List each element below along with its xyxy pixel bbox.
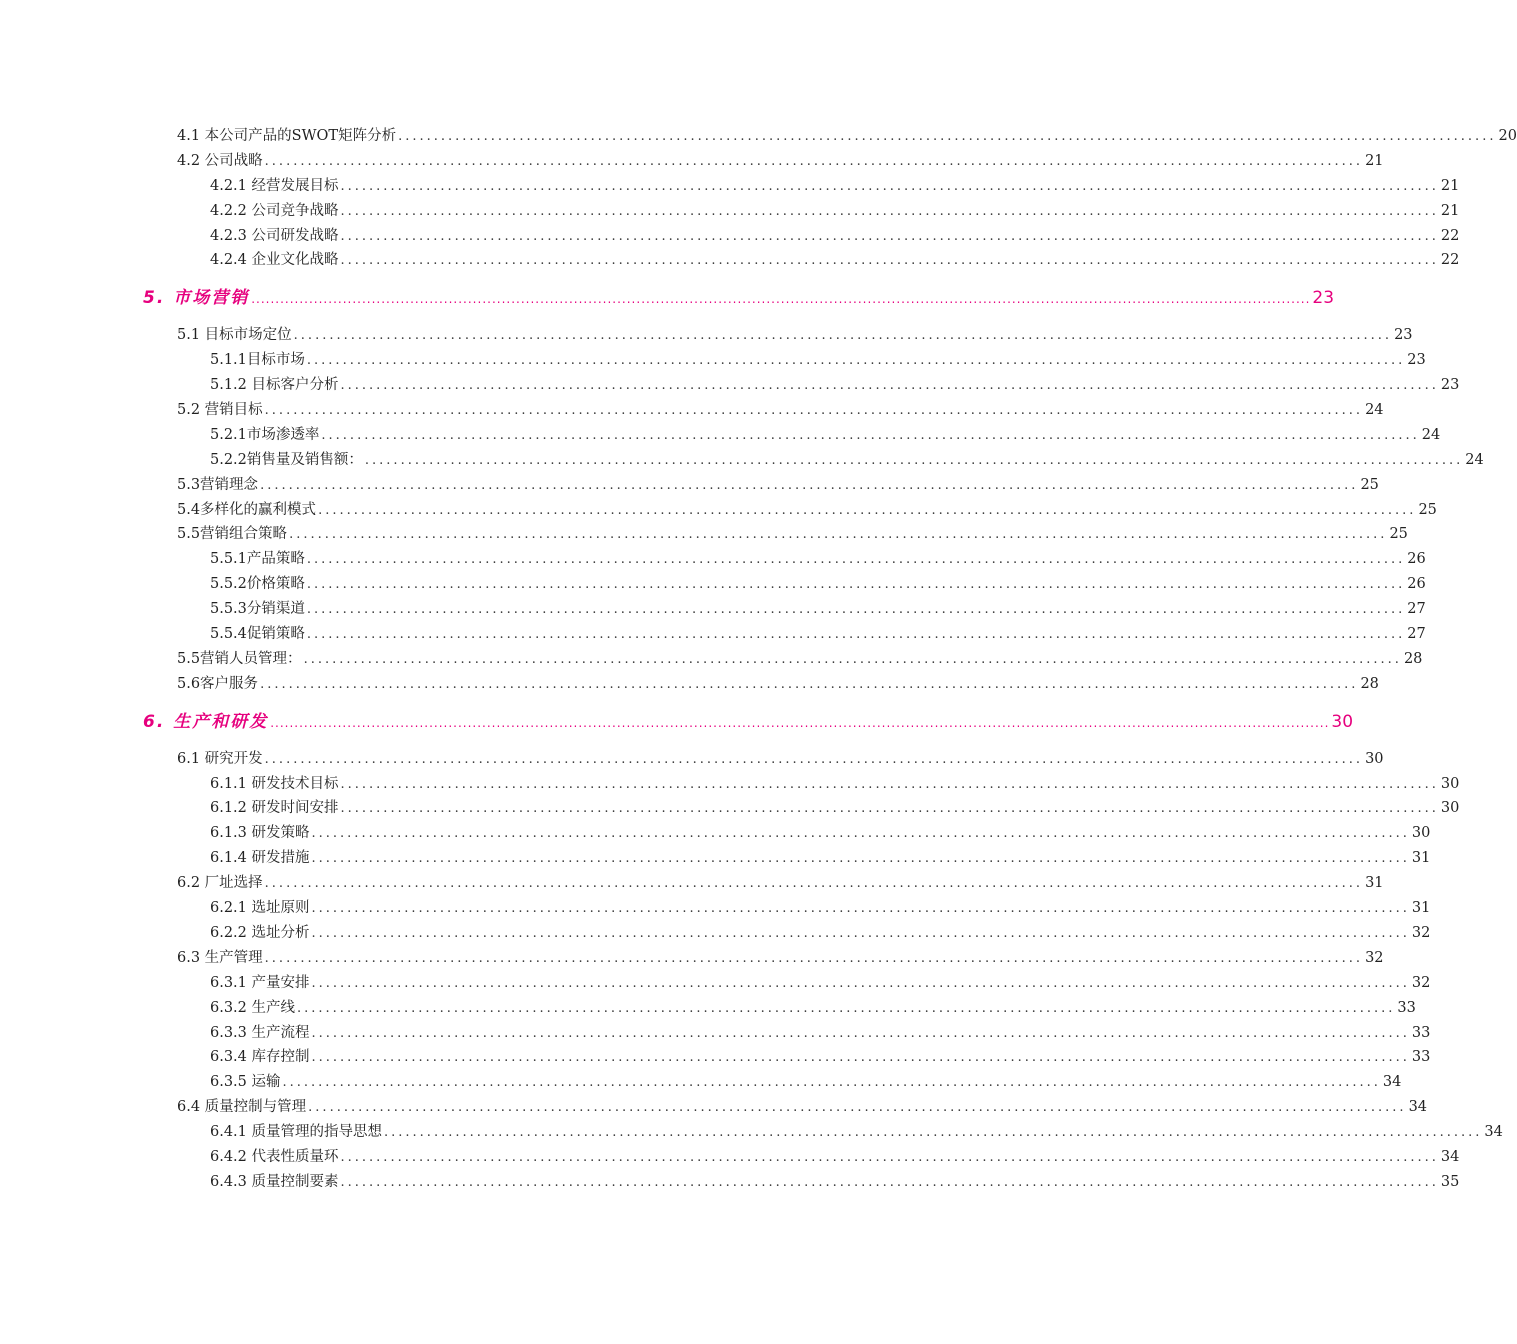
dot-leader: .......................................................................................................................................................... bbox=[340, 228, 1439, 244]
toc-page-number: 35 bbox=[1440, 1173, 1460, 1190]
chapter-title: 6. 生产和研发 bbox=[143, 711, 269, 732]
toc-page-number: 22 bbox=[1440, 252, 1460, 269]
dot-leader: .......................................................................................................................................................... bbox=[303, 651, 1402, 667]
toc-entry-label: 5.1 目标市场定位 bbox=[177, 327, 292, 344]
dot-leader: .......................................................................................................................................................... bbox=[398, 129, 1497, 144]
toc-entry-label: 6.4.1 质量管理的指导思想 bbox=[210, 1124, 383, 1141]
dot-leader: .......................................................................................................................................................... bbox=[306, 602, 1406, 618]
toc-entry-label: 4.2.2 公司竞争战略 bbox=[210, 202, 339, 219]
toc-entry-6-4[interactable] bbox=[177, 1095, 1428, 1120]
toc-entry-label: 6.3.4 库存控制 bbox=[210, 1049, 310, 1066]
toc-page-number: 30 bbox=[1411, 825, 1431, 842]
toc-page-number: 23 bbox=[1407, 352, 1426, 369]
toc-entry-5-1-1[interactable] bbox=[210, 348, 1426, 373]
dot-leader: .......................................................................................................................................................... bbox=[340, 776, 1439, 792]
toc-entry-6-3-4[interactable] bbox=[210, 1045, 1431, 1070]
toc-entry-label: 5.5营销组合策略 bbox=[177, 526, 288, 543]
dot-leader: .......................................................................................................................................................... bbox=[340, 203, 1439, 219]
toc-entry-label: 6.3 生产管理 bbox=[177, 949, 263, 966]
dot-leader: .......................................................................................................................................................... bbox=[311, 1025, 1410, 1041]
dot-leader: .......................................................................................................................................................... bbox=[311, 925, 1410, 941]
toc-page-number: 26 bbox=[1407, 551, 1426, 568]
dot-leader: .......................................................................................................................................................... bbox=[297, 1000, 1396, 1016]
dot-leader: .......................................................................................................................................................... bbox=[306, 353, 1406, 369]
toc-entry-6-1-4[interactable] bbox=[210, 846, 1431, 871]
toc-page-number: 23 bbox=[1312, 288, 1335, 309]
toc-page-number: 32 bbox=[1411, 974, 1431, 991]
toc-entry-label: 5.5.1产品策略 bbox=[210, 551, 305, 568]
toc-page-number: 22 bbox=[1440, 227, 1460, 244]
dot-leader: .......................................................................................................................................................... bbox=[264, 950, 1364, 966]
dot-leader: .......................................................................................................................................................... bbox=[260, 477, 1359, 493]
dot-leader: .......................................................................................................................................................... bbox=[340, 253, 1439, 269]
toc-entry-6-1-2[interactable] bbox=[210, 796, 1460, 821]
toc-page-number: 31 bbox=[1365, 875, 1384, 892]
toc-entry-6-4-2[interactable] bbox=[210, 1145, 1460, 1170]
toc-entry-label: 6.4.3 质量控制要素 bbox=[210, 1173, 339, 1190]
dot-leader: .......................................................................................................................................................... bbox=[340, 1149, 1439, 1165]
dot-leader: .......................................................................................................................................................... bbox=[306, 577, 1406, 593]
toc-entry-label: 6.3.1 产量安排 bbox=[210, 974, 310, 991]
toc-page-number: 28 bbox=[1360, 675, 1379, 692]
toc-entry-4-2[interactable] bbox=[177, 149, 1384, 174]
toc-entry-label: 5.2.1市场渗透率 bbox=[210, 426, 320, 443]
toc-entry-6-2-1[interactable] bbox=[210, 896, 1431, 921]
toc-entry-label: 6.1.1 研发技术目标 bbox=[210, 775, 339, 792]
toc-entry-label: 5.1.1目标市场 bbox=[210, 352, 305, 369]
toc-chapter-5[interactable] bbox=[143, 273, 1335, 323]
toc-entry-6-2-2[interactable] bbox=[210, 921, 1431, 946]
dot-leader: .......................................................................................................................................................... bbox=[306, 627, 1406, 643]
toc-entry-5-5-2[interactable] bbox=[210, 572, 1426, 597]
dot-leader: .......................................................................................................................................................... bbox=[311, 1050, 1410, 1066]
dot-leader: .......................................................................................................................................................... bbox=[340, 378, 1439, 394]
toc-entry-label: 6.2.2 选址分析 bbox=[210, 924, 310, 941]
toc-entry-label: 6.1.4 研发措施 bbox=[210, 850, 310, 867]
dot-leader: .......................................................................................................................................................... bbox=[311, 851, 1410, 867]
toc-entry-5-5-3[interactable] bbox=[210, 597, 1426, 622]
toc-entry-6-1[interactable] bbox=[177, 747, 1384, 772]
toc-entry-6-4-3[interactable] bbox=[210, 1170, 1460, 1195]
toc-entry-label: 6.1 研究开发 bbox=[177, 750, 263, 767]
toc-entry-6-2[interactable] bbox=[177, 871, 1384, 896]
toc-entry-5-1[interactable] bbox=[177, 323, 1413, 348]
dot-leader: .......................................................................................................................................................... bbox=[340, 178, 1439, 194]
toc-entry-label: 5.5.4促销策略 bbox=[210, 626, 305, 643]
toc-page-number: 25 bbox=[1418, 501, 1437, 518]
toc-page-number: 34 bbox=[1440, 1148, 1460, 1165]
dot-leader: .......................................................................................................................................................... bbox=[318, 502, 1417, 518]
toc-entry-4-1[interactable] bbox=[177, 124, 1517, 149]
toc-page-number: 30 bbox=[1331, 711, 1354, 732]
toc-entry-label: 5.2 营销目标 bbox=[177, 402, 263, 419]
toc-entry-label: 5.5.3分销渠道 bbox=[210, 601, 305, 618]
dot-leader: .......................................................................................................................................................... bbox=[384, 1125, 1483, 1141]
dot-leader: ............................................................................................................................................................................................................................ bbox=[270, 715, 1330, 730]
dot-leader: .......................................................................................................................................................... bbox=[293, 328, 1393, 344]
toc-entry-4-2-4[interactable] bbox=[210, 248, 1460, 273]
toc-page-number: 34 bbox=[1382, 1074, 1402, 1091]
toc-entry-label: 5.1.2 目标客户分析 bbox=[210, 377, 339, 394]
toc-entry-label: 5.5营销人员管理： bbox=[177, 650, 302, 667]
toc-entry-label: 6.3.3 生产流程 bbox=[210, 1024, 310, 1041]
dot-leader: .......................................................................................................................................................... bbox=[264, 751, 1364, 767]
toc-entry-6-4-1[interactable] bbox=[210, 1120, 1503, 1145]
toc-entry-5-5[interactable] bbox=[177, 522, 1408, 547]
toc-entry-label: 5.5.2价格策略 bbox=[210, 576, 305, 593]
toc-entry-label: 5.4多样化的赢利模式 bbox=[177, 501, 317, 518]
dot-leader: .......................................................................................................................................................... bbox=[311, 901, 1410, 917]
toc-entry-5-3[interactable] bbox=[177, 473, 1379, 498]
toc-entry-label: 6.1.2 研发时间安排 bbox=[210, 800, 339, 817]
toc-entry-label: 6.4.2 代表性质量环 bbox=[210, 1148, 339, 1165]
toc-entry-label: 4.2.3 公司研发战略 bbox=[210, 227, 339, 244]
toc-entry-5-2[interactable] bbox=[177, 398, 1384, 423]
toc-entry-label: 5.6客户服务 bbox=[177, 675, 259, 692]
toc-entry-6-3-2[interactable] bbox=[210, 996, 1416, 1021]
toc-entry-5-6[interactable] bbox=[177, 672, 1379, 697]
toc-page-number: 27 bbox=[1407, 601, 1426, 618]
toc-page-number: 30 bbox=[1440, 775, 1460, 792]
toc-entry-5-5-1[interactable] bbox=[210, 547, 1426, 572]
toc-entry-label: 4.2 公司战略 bbox=[177, 152, 263, 169]
toc-page-number: 28 bbox=[1403, 650, 1423, 667]
toc-entry-4-2-1[interactable] bbox=[210, 174, 1460, 199]
toc-page-number: 31 bbox=[1411, 900, 1431, 917]
toc-page-number: 32 bbox=[1365, 949, 1384, 966]
toc-page-number: 34 bbox=[1408, 1099, 1428, 1116]
toc-page-number: 24 bbox=[1421, 426, 1441, 443]
toc-page-number: 31 bbox=[1411, 850, 1431, 867]
toc-page-number: 24 bbox=[1465, 451, 1484, 468]
toc-entry-label: 4.1 本公司产品的SWOT矩阵分析 bbox=[177, 128, 397, 144]
toc-page-number: 33 bbox=[1411, 1024, 1431, 1041]
toc-page-number: 27 bbox=[1407, 626, 1426, 643]
toc-entry-6-3-3[interactable] bbox=[210, 1021, 1431, 1046]
dot-leader: .......................................................................................................................................................... bbox=[321, 427, 1420, 443]
toc-chapter-6[interactable] bbox=[143, 697, 1354, 747]
toc-page-number: 26 bbox=[1407, 576, 1426, 593]
toc-entry-6-1-1[interactable] bbox=[210, 772, 1460, 797]
toc-page-number: 20 bbox=[1498, 128, 1517, 144]
toc-entry-label: 5.3营销理念 bbox=[177, 476, 259, 493]
toc-page-number: 33 bbox=[1397, 999, 1416, 1016]
dot-leader: .......................................................................................................................................................... bbox=[264, 403, 1364, 419]
toc-entry-6-1-3[interactable] bbox=[210, 821, 1431, 846]
toc-entry-label: 6.3.5 运输 bbox=[210, 1074, 281, 1091]
dot-leader: .......................................................................................................................................................... bbox=[340, 801, 1439, 817]
toc-entry-label: 5.2.2销售量及销售额： bbox=[210, 451, 363, 468]
toc-entry-6-3-1[interactable] bbox=[210, 971, 1431, 996]
toc-page-number: 25 bbox=[1360, 476, 1379, 493]
toc-entry-label: 6.1.3 研发策略 bbox=[210, 825, 310, 842]
toc-entry-5-2-2[interactable] bbox=[210, 448, 1484, 473]
toc-page-number: 21 bbox=[1365, 152, 1384, 169]
toc-entry-4-2-3[interactable] bbox=[210, 224, 1460, 249]
dot-leader: .......................................................................................................................................................... bbox=[264, 153, 1364, 169]
dot-leader: .......................................................................................................................................................... bbox=[260, 676, 1359, 692]
table-of-contents bbox=[0, 124, 1517, 1195]
toc-entry-5-5-staff[interactable] bbox=[177, 647, 1423, 672]
dot-leader: .......................................................................................................................................................... bbox=[306, 552, 1406, 568]
toc-entry-label: 6.2.1 选址原则 bbox=[210, 900, 310, 917]
chapter-title: 5. 市场营销 bbox=[143, 288, 250, 309]
toc-page-number: 21 bbox=[1440, 177, 1460, 194]
toc-page-number: 25 bbox=[1389, 526, 1408, 543]
toc-entry-5-1-2[interactable] bbox=[210, 373, 1460, 398]
toc-entry-label: 4.2.1 经营发展目标 bbox=[210, 177, 339, 194]
toc-page-number: 23 bbox=[1394, 327, 1413, 344]
toc-entry-label: 6.2 厂址选择 bbox=[177, 875, 263, 892]
toc-entry-5-2-1[interactable] bbox=[210, 423, 1441, 448]
toc-entry-5-5-4[interactable] bbox=[210, 622, 1426, 647]
toc-entry-6-3-5[interactable] bbox=[210, 1070, 1402, 1095]
toc-page-number: 33 bbox=[1411, 1049, 1431, 1066]
dot-leader: .......................................................................................................................................................... bbox=[289, 527, 1388, 543]
toc-page-number: 34 bbox=[1484, 1124, 1503, 1141]
toc-page-number: 23 bbox=[1440, 377, 1460, 394]
dot-leader: .......................................................................................................................................................... bbox=[264, 876, 1364, 892]
toc-entry-6-3[interactable] bbox=[177, 946, 1384, 971]
dot-leader: .......................................................................................................................................................... bbox=[340, 1174, 1439, 1190]
toc-page-number: 30 bbox=[1365, 750, 1384, 767]
toc-page-number: 32 bbox=[1411, 924, 1431, 941]
toc-entry-label: 6.4 质量控制与管理 bbox=[177, 1099, 307, 1116]
toc-entry-label: 4.2.4 企业文化战略 bbox=[210, 252, 339, 269]
dot-leader: .......................................................................................................................................................... bbox=[308, 1100, 1407, 1116]
dot-leader: ............................................................................................................................................................................................................................ bbox=[251, 292, 1311, 307]
toc-page-number: 30 bbox=[1440, 800, 1460, 817]
dot-leader: .......................................................................................................................................................... bbox=[282, 1075, 1381, 1091]
toc-entry-4-2-2[interactable] bbox=[210, 199, 1460, 224]
toc-page-number: 21 bbox=[1440, 202, 1460, 219]
toc-page-number: 24 bbox=[1365, 402, 1384, 419]
dot-leader: .......................................................................................................................................................... bbox=[311, 975, 1410, 991]
toc-entry-5-4[interactable] bbox=[177, 498, 1437, 523]
dot-leader: .......................................................................................................................................................... bbox=[364, 452, 1464, 468]
dot-leader: .......................................................................................................................................................... bbox=[311, 826, 1410, 842]
toc-entry-label: 6.3.2 生产线 bbox=[210, 999, 296, 1016]
